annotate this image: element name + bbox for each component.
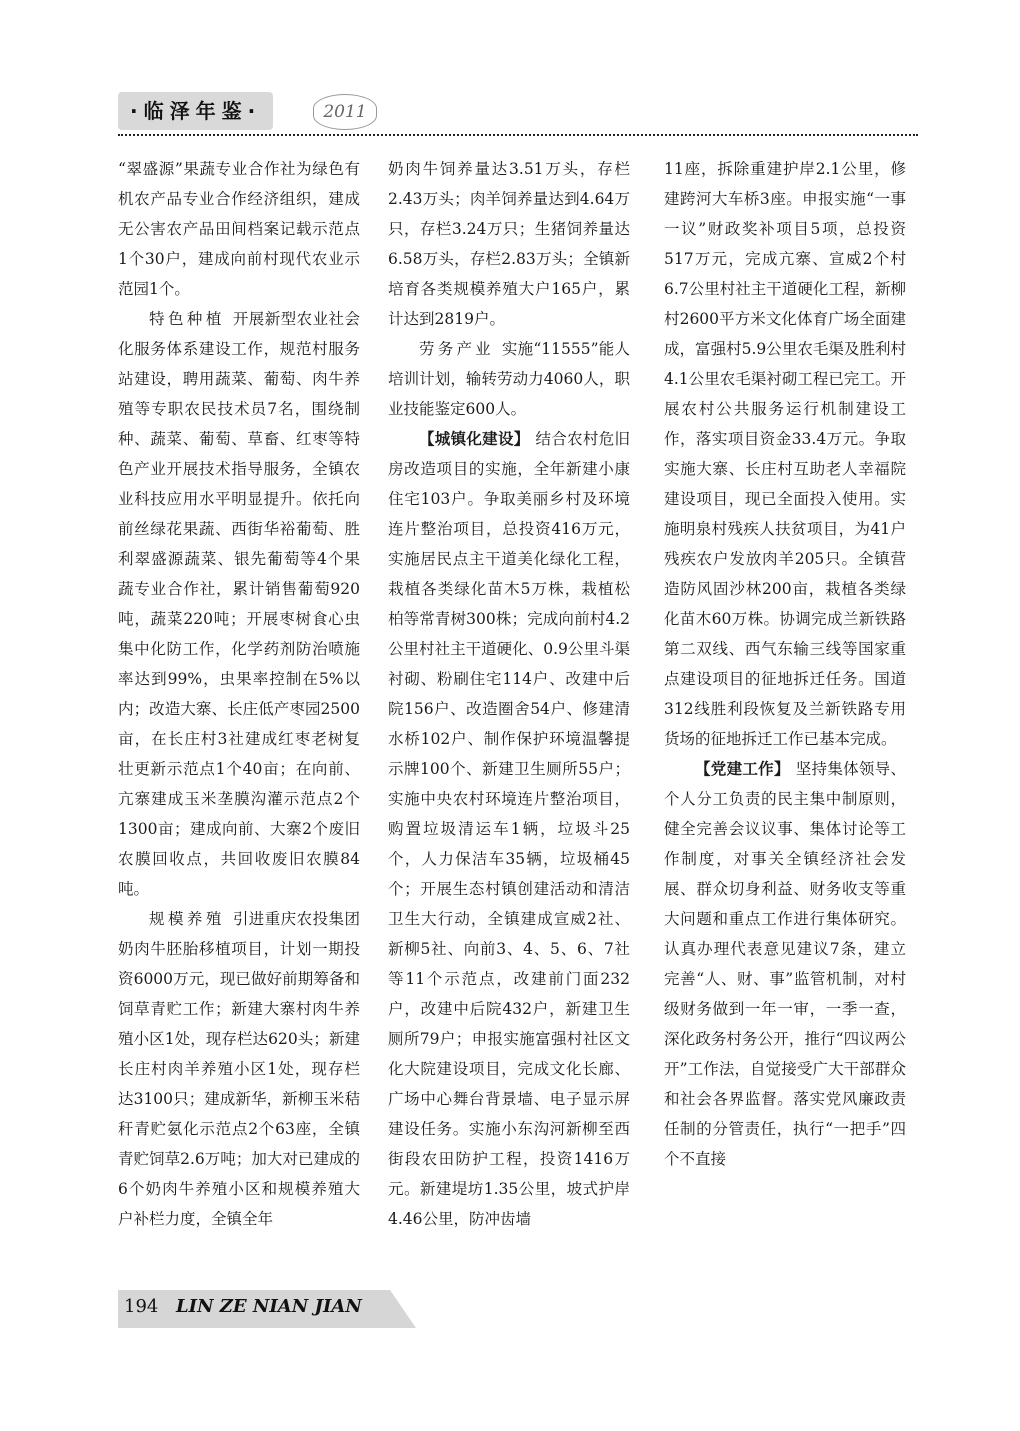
- paragraph: [388, 424, 630, 1234]
- almanac-title: ·临泽年鉴·: [118, 92, 273, 130]
- paragraph: 11座，拆除重建护岸2.1公里，修建跨河大车桥3座。申报实施“一事一议”财政奖补项目5项，总投资517万元，完成亢寨、宣威2个村6.7公里村社主干道硬化工程，新柳村2600平方米文化体育广场全面建成，富强村5.9公里农毛渠及胜利村4.1公里农毛渠衬砌工程已完工。开展农村公共服务运行机制建设工作，落实项目资金33.4万元。争取实施大寨、长庄村互助老人幸福院建设项目，现已全面投入使用。实施明泉村残疾人扶贫项目，为41户残疾农户发放肉羊205只。全镇营造防风固沙林200亩，栽植各类绿化苗木60万株。协调完成兰新铁路第二双线、西气东输三线等国家重点建设项目的征地拆迁任务。国道312线胜利段恢复及兰新铁路专用货场的征地拆迁工作已基本完成。: [664, 160, 906, 748]
- paragraph-body: 坚持集体领导、个人分工负责的民主集中制原则，健全完善会议议事、集体讨论等工作制度，对事关全镇经济社会发展、群众切身利益、财务收支等重大问题和重点工作进行集体研究。认真办理代表意见建议7条，建立完善“人、财、事”监管机制，对村级财务做到一年一审，一季一查，深化政务村务公开，推行“四议两公开”工作法，自觉接受广大干部群众和社会各界监督。落实党风廉政责任制的分管责任，执行“一把手”四个不直接: [664, 760, 906, 1168]
- paragraph-body: 引进重庆农投集团奶肉牛胚胎移植项目，计划一期投资6000万元，现已做好前期筹备和饲草青贮工作；新建大寨村肉牛养殖小区1处，现存栏达620头；新建长庄村肉羊养殖小区1处，现存栏达3100只；建成新华，新柳玉米秸秆青贮氨化示范点2个63座，全镇青贮饲草2.6万吨；加大对已建成的6个奶肉牛养殖小区和规模养殖大户补栏力度，全镇全年: [118, 910, 360, 1228]
- text-column-3: [664, 154, 906, 1269]
- subsection-keyword: 规模养殖: [149, 910, 225, 928]
- section-heading: 【党建工作】: [695, 760, 790, 778]
- paragraph: [118, 304, 360, 904]
- subsection-keyword: 特色种植: [149, 310, 225, 328]
- paragraph: “翠盛源”果蔬专业合作社为绿色有机农产品专业合作经济组织，建成无公害农产品田间档案记载示范点1个30户，建成向前村现代农业示范园1个。: [118, 160, 360, 298]
- section-heading: 【城镇化建设】: [419, 430, 530, 448]
- paragraph-body: 开展新型农业社会化服务体系建设工作，规范村服务站建设，聘用蔬菜、葡萄、肉牛养殖等专职农民技术员7名，围绕制种、蔬菜、葡萄、草畜、红枣等特色产业开展技术指导服务，全镇农业科技应用水平明显提升。依托向前丝绿花果蔬、西街华裕葡萄、胜利翠盛源蔬菜、银先葡萄等4个果蔬专业合作社，累计销售葡萄920吨，蔬菜220吨；开展枣树食心虫集中化防工作，化学药剂防治喷施率达到99%，虫果率控制在5%以内；改造大寨、长庄低产枣园2500亩，在长庄村3社建成红枣老树复壮更新示范点1个40亩；在向前、亢寨建成玉米垄膜沟灌示范点2个1300亩；建成向前、大寨2个废旧农膜回收点，共回收废旧农膜84吨。: [118, 310, 360, 898]
- header-dotted-rule: [118, 134, 918, 136]
- paragraph-body: 实施“11555”能人培训计划，输转劳动力4060人，职业技能鉴定600人。: [388, 340, 630, 418]
- year-emblem: 2011: [313, 94, 377, 130]
- paragraph: [118, 904, 360, 1234]
- subsection-keyword: 劳务产业: [419, 340, 494, 358]
- paragraph: [388, 334, 630, 424]
- paragraph-body: 结合农村危旧房改造项目的实施，全年新建小康住宅103户。争取美丽乡村及环境连片整治项目，总投资416万元，实施居民点主干道美化绿化工程，栽植各类绿化苗木5万株，栽植松柏等常青树300株；完成向前村4.2公里村社主干道硬化、0.9公里斗渠衬砌、粉刷住宅114户、改建中后院156户、改造圈舍54户、修建清水桥102户、制作保护环境温馨提示牌100个、新建卫生厕所55户；实施中央农村环境连片整治项目，购置垃圾清运车1辆，垃圾斗25个，人力保洁车35辆，垃圾桶45个；开展生态村镇创建活动和清洁卫生大行动，全镇建成宣威2社、新柳5社、向前3、4、5、6、7社等11个示范点，改建前门面232户，改建中后院432户，新建卫生厕所79户；申报实施富强村社区文化大院建设项目，完成文化长廊、广场中心舞台背景墙、电子显示屏建设任务。实施小东沟河新柳至西街段农田防护工程，投资1416万元。新建堤坊1.35公里，坡式护岸4.46公里，防冲齿墙: [388, 430, 630, 1228]
- paragraph: 奶肉牛饲养量达3.51万头，存栏2.43万头；肉羊饲养量达到4.64万只，存栏3.24万只；生猪饲养量达6.58万头，存栏2.83万头；全镇新培育各类规模养殖大户165户，累计达到2819户。: [388, 160, 630, 328]
- paragraph: [664, 754, 906, 1174]
- text-column-2: [388, 154, 630, 1269]
- text-column-1: [118, 154, 360, 1269]
- footer-title: LIN ZE NIAN JIAN: [176, 1296, 362, 1317]
- running-header: [118, 88, 918, 138]
- page-number: 194: [124, 1296, 159, 1317]
